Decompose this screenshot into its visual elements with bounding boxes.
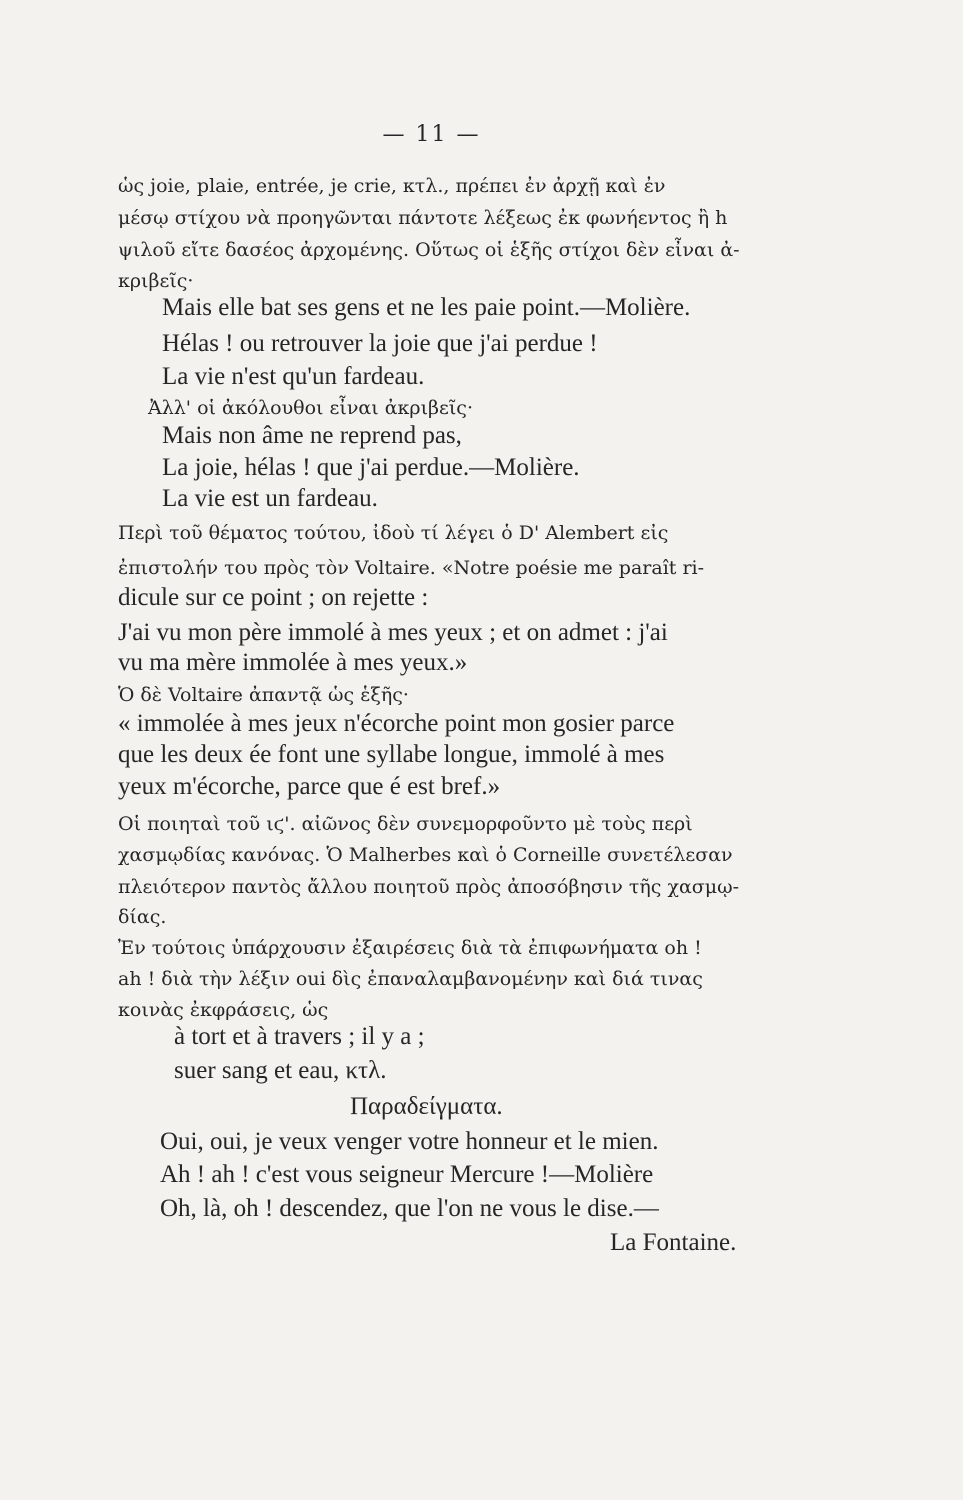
- text-line: Oui, oui, je veux venger votre honneur et le mien.: [160, 1128, 659, 1155]
- text-line: πλειότερον παντὸς ἄλλου ποιητοῦ πρὸς ἀποσόβησιν τῆς χασμῳ-: [118, 876, 740, 898]
- section-heading: Παραδείγματα.: [350, 1093, 503, 1120]
- page-number: — 11 —: [382, 122, 481, 147]
- text-line: ἐπιστολήν του πρὸς τὸν Voltaire. «Notre poésie me paraît ri-: [118, 557, 705, 579]
- text-line: « immolée à mes jeux n'écorche point mon gosier parce: [118, 710, 675, 737]
- text-line: μέσῳ στίχου νὰ προηγῶνται πάντοτε λέξεως ἐκ φωνήεντος ἢ h: [118, 207, 728, 229]
- text-line: κοινὰς ἐκφράσεις, ὡς: [118, 999, 329, 1021]
- text-line: vu ma mère immolée à mes yeux.»: [118, 649, 468, 676]
- text-line: J'ai vu mon père immolé à mes yeux ; et on admet : j'ai: [118, 619, 668, 646]
- text-line: yeux m'écorche, parce que é est bref.»: [118, 773, 501, 800]
- text-line: χασμῳδίας κανόνας. Ὁ Malherbes καὶ ὁ Corneille συνετέλεσαν: [118, 844, 733, 866]
- text-line: Hélas ! ou retrouver la joie que j'ai perdue !: [162, 330, 598, 357]
- text-line: La vie est un fardeau.: [162, 485, 378, 512]
- text-line: Oh, là, oh ! descendez, que l'on ne vous le dise.—: [160, 1195, 659, 1222]
- text-line: La vie n'est qu'un fardeau.: [162, 363, 425, 390]
- text-line: κριβεῖς·: [118, 270, 194, 292]
- text-line: Περὶ τοῦ θέματος τούτου, ἰδοὺ τί λέγει ὁ D' Alembert εἰς: [118, 522, 669, 544]
- text-line: Mais non âme ne reprend pas,: [162, 422, 462, 449]
- text-line: que les deux ée font une syllabe longue, immolé à mes: [118, 741, 665, 768]
- text-line: ah ! διὰ τὴν λέξιν oui δὶς ἐπαναλαμβανομένην καὶ διά τινας: [118, 968, 703, 990]
- text-line: suer sang et eau, κτλ.: [174, 1057, 387, 1084]
- text-line: Ἀλλ' οἱ ἀκόλουθοι εἶναι ἀκριβεῖς·: [148, 397, 473, 419]
- text-line: ψιλοῦ εἴτε δασέος ἀρχομένης. Οὕτως οἱ ἑξῆς στίχοι δὲν εἶναι ἀ-: [118, 239, 740, 261]
- text-line: δίας.: [118, 906, 167, 928]
- text-line: La joie, hélas ! que j'ai perdue.—Molière.: [162, 454, 580, 481]
- text-line: ὡς joie, plaie, entrée, je crie, κτλ., πρέπει ἐν ἀρχῇ καὶ ἐν: [118, 175, 666, 197]
- text-line: à tort et à travers ; il y a ;: [174, 1023, 425, 1050]
- text-line: Mais elle bat ses gens et ne les paie point.—Molière.: [162, 294, 691, 321]
- text-line: Οἱ ποιηταὶ τοῦ ιϛ'. αἰῶνος δὲν συνεμορφοῦντο μὲ τοὺς περὶ: [118, 813, 693, 835]
- text-line: Ἐν τούτοις ὑπάρχουσιν ἐξαιρέσεις διὰ τὰ ἐπιφωνήματα oh !: [118, 937, 702, 959]
- text-line: Ὁ δὲ Voltaire ἀπαντᾷ ὡς ἑξῆς·: [118, 684, 409, 706]
- author-attribution: La Fontaine.: [610, 1229, 737, 1256]
- text-line: dicule sur ce point ; on rejette :: [118, 584, 429, 611]
- text-line: Ah ! ah ! c'est vous seigneur Mercure !—Molière: [160, 1161, 654, 1188]
